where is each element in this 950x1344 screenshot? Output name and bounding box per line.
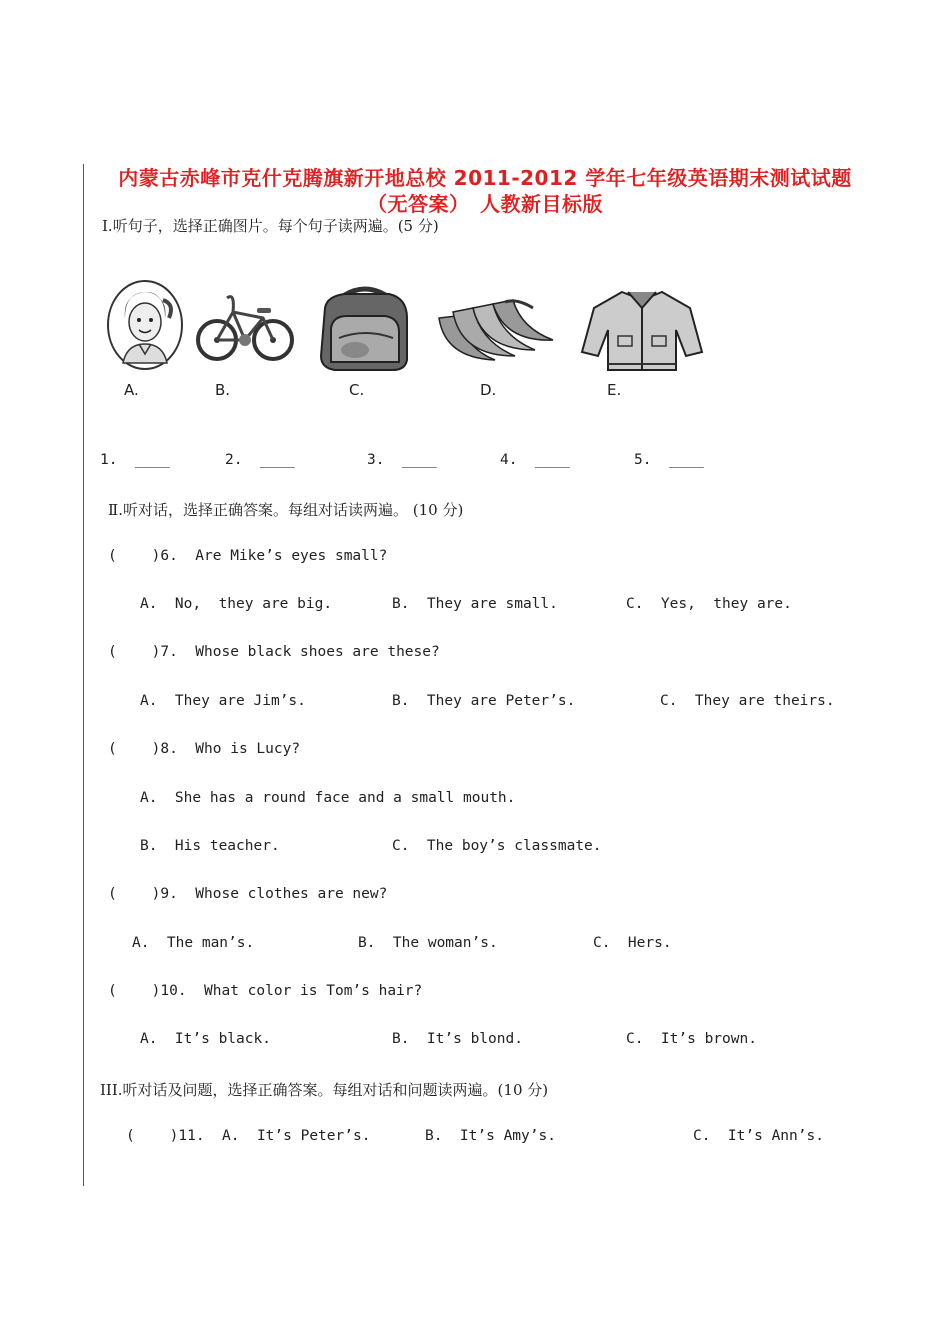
picture-label-d: D.	[480, 381, 497, 399]
question-7: ( )7. Whose black shoes are these?	[108, 644, 440, 660]
answer-blank-1[interactable]: 1. ____	[100, 452, 170, 468]
bananas-icon	[435, 278, 555, 373]
picture-label-b: B.	[215, 381, 231, 399]
picture-label-c: C.	[349, 381, 365, 399]
q8-option-c: C. The boy’s classmate.	[392, 838, 602, 854]
q7-option-b: B. They are Peter’s.	[392, 693, 576, 709]
q10-option-a: A. It’s black.	[140, 1031, 271, 1047]
q11-option-c: C. It’s Ann’s.	[693, 1128, 824, 1144]
document-title-line1: 内蒙古赤峰市克什克腾旗新开地总校 2011-2012 学年七年级英语期末测试试题	[118, 166, 852, 190]
q6-option-b: B. They are small.	[392, 596, 558, 612]
section1-heading: Ⅰ.听句子，选择正确图片。每个句子读两遍。(5 分)	[102, 217, 439, 235]
q11-option-b: B. It’s Amy’s.	[425, 1128, 556, 1144]
backpack-icon	[315, 278, 415, 373]
question-6: ( )6. Are Mike’s eyes small?	[108, 548, 388, 564]
q7-option-c: C. They are theirs.	[660, 693, 835, 709]
answer-blank-5[interactable]: 5. ____	[634, 452, 704, 468]
question-10: ( )10. What color is Tom’s hair?	[108, 983, 423, 999]
answer-blank-4[interactable]: 4. ____	[500, 452, 570, 468]
jacket-icon	[578, 278, 706, 373]
q6-option-c: C. Yes, they are.	[626, 596, 792, 612]
q9-option-b: B. The woman’s.	[358, 935, 498, 951]
question-8: ( )8. Who is Lucy?	[108, 741, 301, 757]
bicycle-icon	[195, 278, 295, 373]
q10-option-c: C. It’s brown.	[626, 1031, 757, 1047]
q8-option-a: A. She has a round face and a small mouth.	[140, 790, 516, 806]
q8-option-b: B. His teacher.	[140, 838, 280, 854]
girl-portrait-icon	[105, 278, 185, 373]
q10-option-b: B. It’s blond.	[392, 1031, 523, 1047]
answer-blank-2[interactable]: 2. ____	[225, 452, 295, 468]
q9-option-c: C. Hers.	[593, 935, 672, 951]
section2-heading: Ⅱ.听对话，选择正确答案。每组对话读两遍。 (10 分)	[108, 501, 464, 519]
document-title-line2: （无答案） 人教新目标版	[367, 192, 603, 216]
section3-heading: III.听对话及问题，选择正确答案。每组对话和问题读两遍。(10 分)	[100, 1081, 549, 1099]
question-9: ( )9. Whose clothes are new?	[108, 886, 388, 902]
q6-option-a: A. No, they are big.	[140, 596, 333, 612]
q9-option-a: A. The man’s.	[132, 935, 255, 951]
picture-label-e: E.	[607, 381, 622, 399]
question-11: ( )11. A. It’s Peter’s.	[126, 1128, 371, 1144]
left-margin-rule	[83, 164, 84, 1186]
picture-label-a: A.	[124, 381, 139, 399]
answer-blank-3[interactable]: 3. ____	[367, 452, 437, 468]
q7-option-a: A. They are Jim’s.	[140, 693, 306, 709]
